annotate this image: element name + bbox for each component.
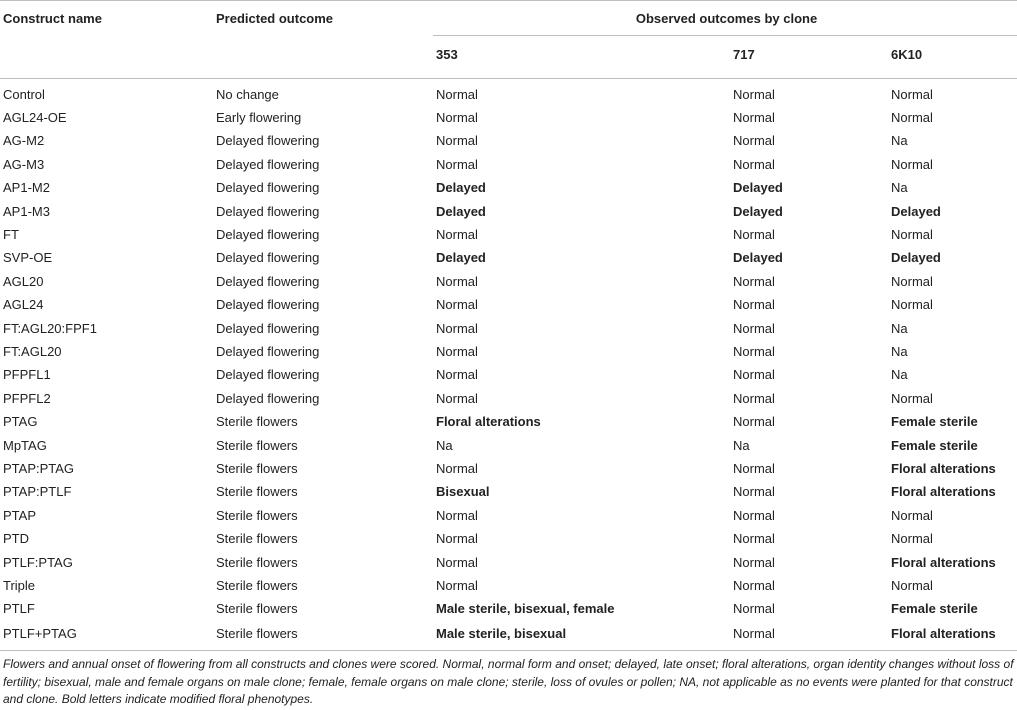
table-row	[0, 153, 1017, 176]
cell-clone-717: Normal	[733, 227, 775, 243]
cell-construct-name: FT:AGL20:FPF1	[3, 320, 97, 336]
cell-predicted-outcome: Early flowering	[216, 110, 302, 126]
cell-predicted-outcome: Delayed flowering	[216, 250, 320, 266]
header-observed-outcomes: Observed outcomes by clone	[433, 1, 1017, 36]
table-row	[0, 387, 1017, 410]
cell-predicted-outcome: Delayed flowering	[216, 320, 320, 336]
cell-clone-353: Normal	[436, 110, 478, 126]
cell-clone-353: Normal	[436, 367, 478, 383]
cell-clone-717: Normal	[733, 110, 775, 126]
cell-predicted-outcome: Delayed flowering	[216, 390, 320, 406]
cell-clone-6k10: Delayed	[891, 250, 941, 266]
cell-clone-717: Normal	[733, 460, 775, 476]
cell-clone-6k10: Floral alterations	[888, 620, 1017, 651]
cell-clone-353: Normal	[436, 133, 478, 149]
cell-predicted-outcome: Sterile flowers	[216, 460, 298, 476]
table-row	[0, 550, 1017, 573]
cell-predicted-outcome: Sterile flowers	[216, 484, 298, 500]
table-row	[0, 620, 1017, 651]
table-row	[0, 106, 1017, 129]
cell-predicted-outcome: Sterile flowers	[216, 577, 298, 593]
cell-predicted-outcome: Delayed flowering	[216, 156, 320, 172]
table-row	[0, 270, 1017, 293]
cell-clone-353: Delayed	[436, 180, 486, 196]
header-predicted-outcome: Predicted outcome	[213, 1, 433, 36]
table-row	[0, 457, 1017, 480]
cell-clone-6k10: Normal	[891, 531, 933, 547]
header-construct-name: Construct name	[0, 1, 213, 36]
cell-construct-name: PTLF+PTAG	[0, 620, 213, 651]
cell-clone-353: Normal	[436, 86, 478, 102]
cell-construct-name: AGL24-OE	[3, 110, 67, 126]
cell-predicted-outcome: Delayed flowering	[216, 203, 320, 219]
cell-clone-353: Normal	[436, 343, 478, 359]
cell-clone-717: Normal	[733, 86, 775, 102]
cell-construct-name: PTD	[3, 531, 29, 547]
header-spacer	[213, 36, 433, 79]
cell-clone-6k10: Female sterile	[891, 414, 978, 430]
cell-clone-6k10: Female sterile	[891, 601, 978, 617]
cell-clone-717: Normal	[733, 554, 775, 570]
cell-clone-6k10: Normal	[891, 390, 933, 406]
cell-predicted-outcome: Sterile flowers	[216, 601, 298, 617]
cell-predicted-outcome: Delayed flowering	[216, 133, 320, 149]
cell-clone-6k10: Floral alterations	[891, 460, 996, 476]
table-footnote: Flowers and annual onset of flowering from all constructs and clones were scored. Normal, normal form and onset; delayed, late onset; floral alterations, organ identity changes without loss of fertility; bisexual, male and female organs on male clone; female, female organs on male clone; sterile, loss of ovules or pollen; NA, not applicable as no events were planted for that construct and clone. Bold letters indicate modified floral phenotypes.	[3, 657, 1014, 706]
cell-clone-717: Normal	[733, 367, 775, 383]
table-header	[0, 1, 1017, 79]
table-row	[0, 246, 1017, 269]
cell-clone-353: Na	[436, 437, 453, 453]
cell-clone-6k10: Na	[891, 133, 908, 149]
cell-predicted-outcome: Sterile flowers	[213, 620, 433, 651]
cell-clone-6k10: Normal	[891, 110, 933, 126]
cell-clone-717: Normal	[733, 507, 775, 523]
table-row	[0, 480, 1017, 503]
cell-clone-717: Normal	[733, 390, 775, 406]
cell-clone-353: Normal	[436, 554, 478, 570]
table-body	[0, 78, 1017, 651]
cell-clone-6k10: Normal	[891, 297, 933, 313]
cell-construct-name: PTAP	[3, 507, 36, 523]
cell-predicted-outcome: Delayed flowering	[216, 273, 320, 289]
cell-clone-717: Normal	[733, 601, 775, 617]
table-row	[0, 574, 1017, 597]
cell-clone-353: Normal	[436, 297, 478, 313]
cell-clone-6k10: Floral alterations	[891, 554, 996, 570]
table-row	[0, 78, 1017, 106]
header-clone-353: 353	[433, 36, 730, 79]
cell-construct-name: AG-M3	[3, 156, 45, 172]
table-row	[0, 293, 1017, 316]
cell-construct-name: PFPFL1	[3, 367, 51, 383]
cell-construct-name: FT:AGL20	[3, 343, 62, 359]
cell-clone-353: Delayed	[436, 250, 486, 266]
cell-clone-717: Delayed	[733, 180, 783, 196]
cell-clone-6k10: Na	[891, 180, 908, 196]
cell-clone-353: Normal	[436, 156, 478, 172]
cell-predicted-outcome: Sterile flowers	[216, 437, 298, 453]
cell-clone-717: Normal	[733, 577, 775, 593]
cell-construct-name: AP1-M2	[3, 180, 50, 196]
cell-construct-name: PTLF	[3, 601, 35, 617]
cell-clone-717: Normal	[733, 484, 775, 500]
table-row	[0, 129, 1017, 152]
cell-construct-name: Triple	[3, 577, 36, 593]
cell-clone-717: Delayed	[733, 250, 783, 266]
table-row	[0, 504, 1017, 527]
cell-predicted-outcome: Sterile flowers	[216, 414, 298, 430]
cell-clone-717: Na	[733, 437, 750, 453]
cell-predicted-outcome: Sterile flowers	[216, 507, 298, 523]
cell-construct-name: AG-M2	[3, 133, 45, 149]
cell-clone-353: Bisexual	[436, 484, 490, 500]
cell-clone-717: Normal	[730, 620, 888, 651]
cell-clone-6k10: Normal	[891, 577, 933, 593]
cell-clone-353: Floral alterations	[436, 414, 541, 430]
cell-predicted-outcome: Sterile flowers	[216, 554, 298, 570]
table-row	[0, 410, 1017, 433]
cell-predicted-outcome: Delayed flowering	[216, 227, 320, 243]
cell-clone-717: Normal	[733, 343, 775, 359]
cell-clone-353: Delayed	[436, 203, 486, 219]
cell-construct-name: PTAP:PTLF	[3, 484, 72, 500]
cell-construct-name: SVP-OE	[3, 250, 53, 266]
cell-clone-6k10: Female sterile	[891, 437, 978, 453]
cell-clone-353: Normal	[436, 390, 478, 406]
cell-construct-name: Control	[3, 86, 45, 102]
cell-clone-353: Normal	[436, 273, 478, 289]
cell-construct-name: FT	[3, 227, 19, 243]
cell-clone-6k10: Delayed	[891, 203, 941, 219]
table-row	[0, 433, 1017, 456]
cell-construct-name: PTAP:PTAG	[3, 460, 75, 476]
cell-predicted-outcome: Delayed flowering	[216, 367, 320, 383]
cell-clone-717: Normal	[733, 273, 775, 289]
cell-predicted-outcome: No change	[216, 86, 279, 102]
table-row	[0, 597, 1017, 620]
cell-clone-717: Normal	[733, 133, 775, 149]
cell-clone-6k10: Na	[891, 367, 908, 383]
cell-predicted-outcome: Delayed flowering	[216, 297, 320, 313]
cell-clone-717: Normal	[733, 414, 775, 430]
table-row	[0, 199, 1017, 222]
cell-clone-353: Male sterile, bisexual, female	[436, 601, 615, 617]
cell-clone-6k10: Normal	[891, 86, 933, 102]
cell-construct-name: PFPFL2	[3, 390, 51, 406]
cell-clone-6k10: Na	[891, 343, 908, 359]
table-row	[0, 223, 1017, 246]
table-row	[0, 363, 1017, 386]
cell-predicted-outcome: Delayed flowering	[216, 343, 320, 359]
cell-clone-353: Normal	[436, 531, 478, 547]
cell-clone-6k10: Normal	[891, 156, 933, 172]
table-row	[0, 176, 1017, 199]
header-spacer	[0, 36, 213, 79]
cell-clone-717: Normal	[733, 320, 775, 336]
cell-clone-6k10: Na	[891, 320, 908, 336]
header-clone-717: 717	[730, 36, 888, 79]
table-row	[0, 340, 1017, 363]
cell-clone-717: Normal	[733, 531, 775, 547]
cell-clone-353: Normal	[436, 227, 478, 243]
cell-clone-717: Normal	[733, 297, 775, 313]
cell-clone-717: Normal	[733, 156, 775, 172]
cell-predicted-outcome: Sterile flowers	[216, 531, 298, 547]
cell-construct-name: MpTAG	[3, 437, 47, 453]
cell-construct-name: PTAG	[3, 414, 38, 430]
cell-clone-353: Normal	[436, 460, 478, 476]
cell-construct-name: AGL20	[3, 273, 44, 289]
cell-predicted-outcome: Delayed flowering	[216, 180, 320, 196]
cell-clone-353: Normal	[436, 507, 478, 523]
cell-construct-name: AGL24	[3, 297, 44, 313]
table-row	[0, 527, 1017, 550]
cell-clone-6k10: Normal	[891, 507, 933, 523]
cell-clone-353: Normal	[436, 577, 478, 593]
cell-construct-name: PTLF:PTAG	[3, 554, 73, 570]
cell-clone-353: Normal	[436, 320, 478, 336]
cell-clone-6k10: Normal	[891, 273, 933, 289]
table-row	[0, 316, 1017, 339]
cell-clone-6k10: Normal	[891, 227, 933, 243]
cell-clone-353: Male sterile, bisexual	[433, 620, 730, 651]
header-clone-6k10: 6K10	[888, 36, 1017, 79]
cell-clone-717: Delayed	[733, 203, 783, 219]
cell-construct-name: AP1-M3	[3, 203, 50, 219]
cell-clone-6k10: Floral alterations	[891, 484, 996, 500]
